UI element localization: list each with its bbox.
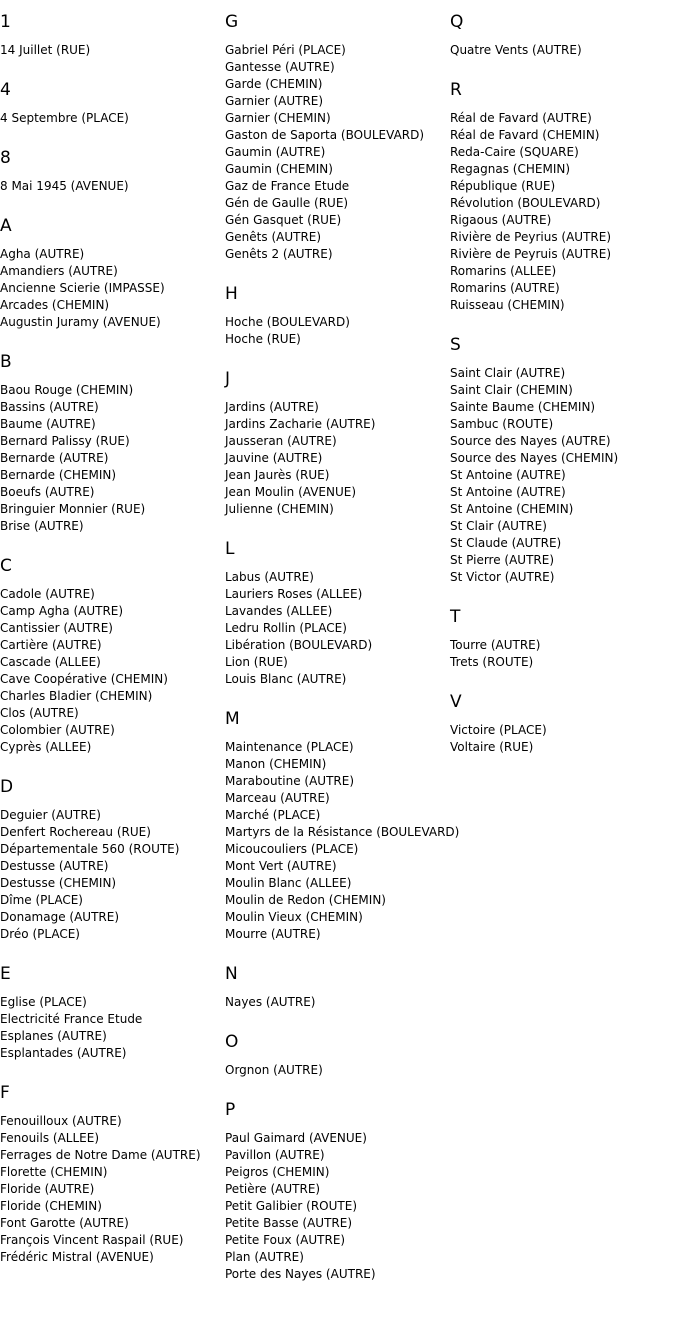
street-list	[0, 42, 224, 59]
street-item[interactable]: Source des Nayes (AUTRE)	[450, 434, 611, 448]
street-item[interactable]: Nayes (AUTRE)	[225, 995, 316, 1009]
street-item[interactable]: Saint Clair (AUTRE)	[450, 366, 566, 380]
street-list	[225, 994, 450, 1011]
street-list	[0, 807, 224, 943]
letter-section	[0, 555, 224, 756]
street-list	[0, 110, 224, 127]
street-item[interactable]: St Pierre (AUTRE)	[450, 553, 555, 567]
section-letter-heading: L	[225, 539, 235, 559]
street-item[interactable]: Gaz de France Etude	[225, 179, 350, 193]
street-item[interactable]: Paul Gaimard (AVENUE)	[225, 1131, 367, 1145]
street-item[interactable]: Micoucouliers (PLACE)	[225, 842, 359, 856]
street-item[interactable]: Dîme (PLACE)	[0, 893, 83, 907]
street-item[interactable]: Charles Bladier (CHEMIN)	[0, 689, 153, 703]
street-list	[225, 1130, 450, 1283]
section-letter-heading: G	[225, 12, 239, 32]
street-item[interactable]: Peigros (CHEMIN)	[225, 1165, 330, 1179]
street-item[interactable]: Gén de Gaulle (RUE)	[225, 196, 349, 210]
street-item[interactable]: St Antoine (CHEMIN)	[450, 502, 574, 516]
letter-section	[225, 368, 450, 518]
street-item[interactable]: Martyrs de la Résistance (BOULEVARD)	[225, 825, 460, 839]
section-letter-heading: 8	[0, 148, 11, 168]
street-item[interactable]: Mourre (AUTRE)	[225, 927, 321, 941]
street-item[interactable]: Jausseran (AUTRE)	[225, 434, 337, 448]
street-item[interactable]: Brise (AUTRE)	[0, 519, 84, 533]
street-item[interactable]: Arcades (CHEMIN)	[0, 298, 110, 312]
street-item[interactable]: Eglise (PLACE)	[0, 995, 87, 1009]
letter-section	[225, 283, 450, 348]
street-item[interactable]: Marceau (AUTRE)	[225, 791, 330, 805]
street-item[interactable]: Electricité France Etude	[0, 1012, 143, 1026]
street-item[interactable]: Rivière de Peyruis (AUTRE)	[450, 247, 612, 261]
street-item[interactable]: Lauriers Roses (ALLEE)	[225, 587, 363, 601]
street-item[interactable]: Colombier (AUTRE)	[0, 723, 115, 737]
street-item[interactable]: Cantissier (AUTRE)	[0, 621, 113, 635]
street-item[interactable]: Rivière de Peyrius (AUTRE)	[450, 230, 612, 244]
index-column-3	[450, 0, 675, 756]
section-letter-heading: F	[0, 1083, 10, 1103]
street-item[interactable]: Réal de Favard (AUTRE)	[450, 111, 592, 125]
section-letter-heading: M	[225, 709, 240, 729]
street-item[interactable]: Sambuc (ROUTE)	[450, 417, 554, 431]
street-item[interactable]: Petite Basse (AUTRE)	[225, 1216, 353, 1230]
letter-section	[450, 606, 675, 671]
street-item[interactable]: Petit Galibier (ROUTE)	[225, 1199, 357, 1213]
letter-section	[225, 1099, 450, 1283]
street-item[interactable]: Petière (AUTRE)	[225, 1182, 321, 1196]
street-item[interactable]: Donamage (AUTRE)	[0, 910, 120, 924]
street-item[interactable]: Cadole (AUTRE)	[0, 587, 95, 601]
street-list	[0, 586, 224, 756]
letter-section	[225, 538, 450, 688]
letter-section	[0, 776, 224, 943]
street-item[interactable]: François Vincent Raspail (RUE)	[0, 1233, 184, 1247]
section-letter-heading: S	[450, 335, 461, 355]
street-item[interactable]: Florette (CHEMIN)	[0, 1165, 108, 1179]
street-item[interactable]: Louis Blanc (AUTRE)	[225, 672, 347, 686]
street-item[interactable]: Bernard Palissy (RUE)	[0, 434, 130, 448]
letter-section	[0, 351, 224, 535]
street-item[interactable]: Floride (CHEMIN)	[0, 1199, 102, 1213]
letter-section	[450, 334, 675, 586]
letter-section	[450, 79, 675, 314]
street-item[interactable]: Porte des Nayes (AUTRE)	[225, 1267, 376, 1281]
section-letter-heading: R	[450, 80, 462, 100]
section-letter-heading: E	[0, 964, 11, 984]
street-item[interactable]: Esplanes (AUTRE)	[0, 1029, 107, 1043]
street-item[interactable]: Ancienne Scierie (IMPASSE)	[0, 281, 165, 295]
street-item[interactable]: 8 Mai 1945 (AVENUE)	[0, 179, 129, 193]
section-letter-heading: 4	[0, 80, 11, 100]
street-item[interactable]: Garnier (AUTRE)	[225, 94, 324, 108]
letter-section	[450, 691, 675, 756]
street-item[interactable]: Clos (AUTRE)	[0, 706, 79, 720]
street-item[interactable]: Gabriel Péri (PLACE)	[225, 43, 346, 57]
street-item[interactable]: Jauvine (AUTRE)	[225, 451, 323, 465]
street-item[interactable]: Lion (RUE)	[225, 655, 288, 669]
street-item[interactable]: Sainte Baume (CHEMIN)	[450, 400, 596, 414]
letter-section	[225, 1031, 450, 1079]
street-item[interactable]: Moulin Vieux (CHEMIN)	[225, 910, 363, 924]
section-letter-heading: T	[450, 607, 461, 627]
street-item[interactable]: St Clair (AUTRE)	[450, 519, 547, 533]
street-item[interactable]: Fenouils (ALLEE)	[0, 1131, 100, 1145]
letter-section	[225, 963, 450, 1011]
section-letter-heading: V	[450, 692, 462, 712]
street-item[interactable]: Frédéric Mistral (AVENUE)	[0, 1250, 154, 1264]
section-letter-heading: D	[0, 777, 14, 797]
street-item[interactable]: Hoche (BOULEVARD)	[225, 315, 350, 329]
street-item[interactable]: Jardins (AUTRE)	[225, 400, 319, 414]
street-item[interactable]: Petite Foux (AUTRE)	[225, 1233, 346, 1247]
street-item[interactable]: Trets (ROUTE)	[450, 655, 534, 669]
letter-section	[225, 11, 450, 263]
street-item[interactable]: Cyprès (ALLEE)	[0, 740, 92, 754]
letter-section	[225, 708, 460, 943]
section-letter-heading: P	[225, 1100, 236, 1120]
street-item[interactable]: Denfert Rochereau (RUE)	[0, 825, 151, 839]
street-item[interactable]: Floride (AUTRE)	[0, 1182, 95, 1196]
street-item[interactable]: Lavandes (ALLEE)	[225, 604, 333, 618]
street-list	[450, 365, 675, 586]
index-column-1	[0, 0, 224, 1266]
street-item[interactable]: Libération (BOULEVARD)	[225, 638, 373, 652]
street-item[interactable]: Baume (AUTRE)	[0, 417, 96, 431]
street-item[interactable]: St Claude (AUTRE)	[450, 536, 562, 550]
street-list	[450, 722, 675, 756]
street-item[interactable]: Voltaire (RUE)	[450, 740, 534, 754]
street-item[interactable]: Marché (PLACE)	[225, 808, 321, 822]
street-item[interactable]: Manon (CHEMIN)	[225, 757, 327, 771]
street-item[interactable]: Romarins (ALLEE)	[450, 264, 557, 278]
street-item[interactable]: Gantesse (AUTRE)	[225, 60, 335, 74]
street-item[interactable]: Deguier (AUTRE)	[0, 808, 101, 822]
street-item[interactable]: Victoire (PLACE)	[450, 723, 547, 737]
street-list	[225, 739, 460, 943]
street-item[interactable]: Jean Moulin (AVENUE)	[225, 485, 357, 499]
street-item[interactable]: Gén Gasquet (RUE)	[225, 213, 342, 227]
letter-section	[0, 215, 224, 331]
street-item[interactable]: Cascade (ALLEE)	[0, 655, 101, 669]
street-list	[225, 569, 450, 688]
street-item[interactable]: Augustin Juramy (AVENUE)	[0, 315, 161, 329]
street-item[interactable]: Font Garotte (AUTRE)	[0, 1216, 129, 1230]
street-item[interactable]: Amandiers (AUTRE)	[0, 264, 118, 278]
street-item[interactable]: Garnier (CHEMIN)	[225, 111, 331, 125]
section-letter-heading: C	[0, 556, 12, 576]
street-item[interactable]: St Antoine (AUTRE)	[450, 468, 566, 482]
letter-section	[0, 147, 224, 195]
street-item[interactable]: Gaumin (AUTRE)	[225, 145, 326, 159]
street-item[interactable]: Pavillon (AUTRE)	[225, 1148, 325, 1162]
street-item[interactable]: Cave Coopérative (CHEMIN)	[0, 672, 168, 686]
street-item[interactable]: Maraboutine (AUTRE)	[225, 774, 355, 788]
street-item[interactable]: Bringuier Monnier (RUE)	[0, 502, 146, 516]
street-item[interactable]: Cartière (AUTRE)	[0, 638, 102, 652]
section-letter-heading: N	[225, 964, 238, 984]
street-list	[450, 110, 675, 314]
street-item[interactable]: Gaston de Saporta (BOULEVARD)	[225, 128, 425, 142]
street-item[interactable]: St Victor (AUTRE)	[450, 570, 555, 584]
letter-section	[0, 1082, 224, 1266]
street-list	[450, 42, 675, 59]
section-letter-heading: J	[225, 369, 231, 389]
street-item[interactable]: Source des Nayes (CHEMIN)	[450, 451, 619, 465]
street-list	[0, 246, 224, 331]
street-item[interactable]: Jardins Zacharie (AUTRE)	[225, 417, 376, 431]
street-item[interactable]: Destusse (AUTRE)	[0, 859, 109, 873]
street-item[interactable]: Agha (AUTRE)	[0, 247, 85, 261]
street-item[interactable]: Bassins (AUTRE)	[0, 400, 99, 414]
street-item[interactable]: Reda-Caire (SQUARE)	[450, 145, 579, 159]
street-list	[225, 42, 450, 263]
street-item[interactable]: Regagnas (CHEMIN)	[450, 162, 571, 176]
street-item[interactable]: République (RUE)	[450, 179, 556, 193]
street-item[interactable]: Bernarde (AUTRE)	[0, 451, 109, 465]
letter-section	[0, 79, 224, 127]
section-letter-heading: Q	[450, 12, 464, 32]
street-item[interactable]: Révolution (BOULEVARD)	[450, 196, 601, 210]
street-list	[450, 637, 675, 671]
section-letter-heading: B	[0, 352, 12, 372]
section-letter-heading: H	[225, 284, 238, 304]
street-item[interactable]: Jean Jaurès (RUE)	[225, 468, 330, 482]
street-item[interactable]: Boeufs (AUTRE)	[0, 485, 95, 499]
street-item[interactable]: Esplantades (AUTRE)	[0, 1046, 127, 1060]
street-item[interactable]: 4 Septembre (PLACE)	[0, 111, 129, 125]
street-item[interactable]: Moulin Blanc (ALLEE)	[225, 876, 352, 890]
street-item[interactable]: Labus (AUTRE)	[225, 570, 314, 584]
street-list	[225, 1062, 450, 1079]
street-item[interactable]: Dréo (PLACE)	[0, 927, 80, 941]
street-item[interactable]: Départementale 560 (ROUTE)	[0, 842, 180, 856]
street-item[interactable]: Quatre Vents (AUTRE)	[450, 43, 582, 57]
street-item[interactable]: Plan (AUTRE)	[225, 1250, 304, 1264]
street-list	[225, 314, 450, 348]
street-item[interactable]: Orgnon (AUTRE)	[225, 1063, 323, 1077]
section-letter-heading: A	[0, 216, 12, 236]
street-item[interactable]: Ledru Rollin (PLACE)	[225, 621, 347, 635]
street-item[interactable]: Ruisseau (CHEMIN)	[450, 298, 565, 312]
letter-section	[450, 11, 675, 59]
street-item[interactable]: Garde (CHEMIN)	[225, 77, 323, 91]
street-item[interactable]: Saint Clair (CHEMIN)	[450, 383, 573, 397]
street-item[interactable]: Ferrages de Notre Dame (AUTRE)	[0, 1148, 201, 1162]
street-item[interactable]: St Antoine (AUTRE)	[450, 485, 566, 499]
street-item[interactable]: Fenouilloux (AUTRE)	[0, 1114, 122, 1128]
street-item[interactable]: Réal de Favard (CHEMIN)	[450, 128, 600, 142]
street-item[interactable]: Moulin de Redon (CHEMIN)	[225, 893, 386, 907]
street-item[interactable]: Camp Agha (AUTRE)	[0, 604, 124, 618]
street-item[interactable]: Hoche (RUE)	[225, 332, 301, 346]
street-list	[0, 1113, 224, 1266]
section-letter-heading: O	[225, 1032, 239, 1052]
street-list	[0, 994, 224, 1062]
street-list	[0, 382, 224, 535]
section-letter-heading: 1	[0, 12, 11, 32]
street-list	[225, 399, 450, 518]
street-item[interactable]: Mont Vert (AUTRE)	[225, 859, 337, 873]
street-item[interactable]: Rigaous (AUTRE)	[450, 213, 552, 227]
letter-section	[0, 11, 224, 59]
letter-section	[0, 963, 224, 1062]
street-item[interactable]: Genêts (AUTRE)	[225, 230, 322, 244]
street-item[interactable]: Tourre (AUTRE)	[450, 638, 541, 652]
street-item[interactable]: Maintenance (PLACE)	[225, 740, 354, 754]
street-item[interactable]: Genêts 2 (AUTRE)	[225, 247, 333, 261]
index-column-2	[225, 0, 460, 1283]
street-item[interactable]: Destusse (CHEMIN)	[0, 876, 117, 890]
street-item[interactable]: Bernarde (CHEMIN)	[0, 468, 117, 482]
street-item[interactable]: Julienne (CHEMIN)	[225, 502, 334, 516]
street-list	[0, 178, 224, 195]
street-item[interactable]: Baou Rouge (CHEMIN)	[0, 383, 134, 397]
street-item[interactable]: 14 Juillet (RUE)	[0, 43, 91, 57]
street-item[interactable]: Romarins (AUTRE)	[450, 281, 560, 295]
street-item[interactable]: Gaumin (CHEMIN)	[225, 162, 333, 176]
